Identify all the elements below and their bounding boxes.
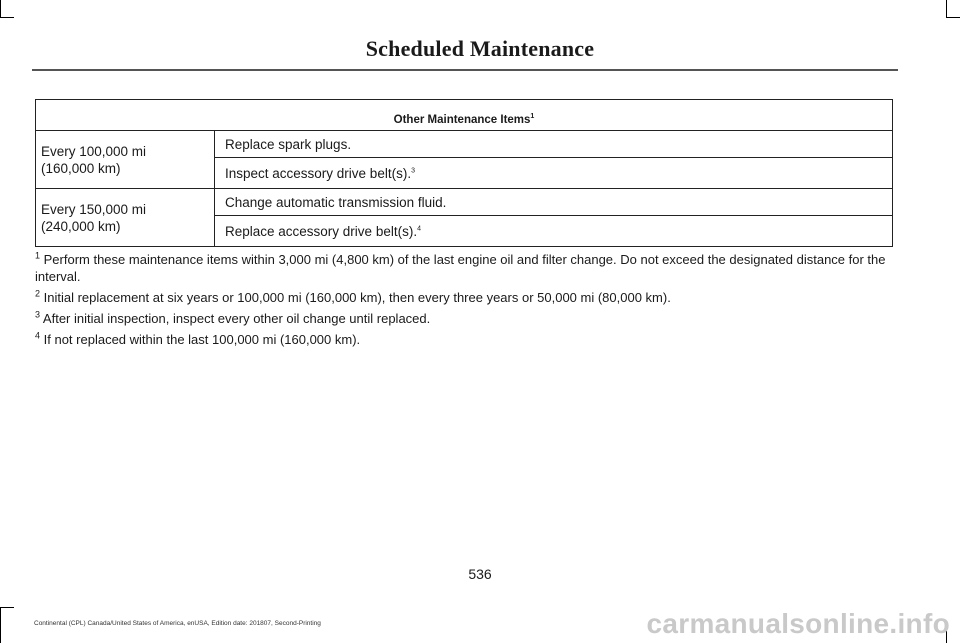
footnote-number: 1 [35, 250, 41, 261]
table-caption [36, 100, 893, 131]
footnote-text: Initial replacement at six years or 100,000 mi (160,000 km), then every three years or 50,000 mi (80,000 km). [43, 290, 671, 305]
footnote-ref: 1 [530, 113, 535, 121]
footnote-text: If not replaced within the last 100,000 mi (160,000 km). [43, 332, 361, 347]
crop-mark [0, 17, 14, 18]
footnote [35, 331, 897, 348]
footnote [35, 310, 897, 327]
action-text: Replace accessory drive belt(s). [225, 223, 418, 239]
action-text: Inspect accessory drive belt(s). [225, 165, 412, 181]
footnote-number: 2 [35, 288, 41, 299]
footnote-number: 3 [35, 309, 41, 320]
action-cell [215, 189, 893, 216]
table-row [36, 131, 893, 158]
table-row [36, 189, 893, 216]
crop-mark [0, 607, 14, 608]
action-cell [215, 216, 893, 247]
page-number: 536 [468, 566, 492, 582]
footnote-text: Perform these maintenance items within 3,000 mi (4,800 km) of the last engine oil and filter change. Do not exceed the designated distance for the interval. [35, 252, 886, 284]
footnote [35, 289, 897, 306]
crop-mark [946, 17, 960, 18]
footnote [35, 251, 897, 285]
crop-mark [0, 607, 1, 643]
title-divider [32, 69, 898, 71]
interval-label-metric: (240,000 km) [41, 218, 121, 234]
maintenance-table [35, 99, 893, 247]
interval-label: Every 150,000 mi [41, 201, 147, 217]
crop-mark [0, 0, 1, 18]
edition-imprint: Continental (CPL) Canada/United States of America, enUSA, Edition date: 201807, Second-Printing [34, 620, 321, 627]
action-text: Change automatic transmission fluid. [225, 194, 447, 210]
footnote-number: 4 [35, 330, 41, 341]
footnote-ref: 4 [417, 225, 421, 232]
footnote-text: After initial inspection, inspect every other oil change until replaced. [42, 311, 431, 326]
action-cell [215, 131, 893, 158]
page-title: Scheduled Maintenance [365, 36, 595, 61]
footnote-ref: 3 [411, 167, 415, 174]
interval-cell [36, 189, 215, 247]
action-text: Replace spark plugs. [225, 136, 352, 152]
crop-mark [946, 0, 947, 18]
table-caption-text: Other Maintenance Items [393, 114, 531, 126]
action-cell [215, 158, 893, 189]
interval-label: Every 100,000 mi [41, 143, 147, 159]
interval-cell [36, 131, 215, 189]
watermark: carmanualsonline.info [646, 608, 950, 639]
footnotes [35, 251, 897, 352]
interval-label-metric: (160,000 km) [41, 160, 121, 176]
